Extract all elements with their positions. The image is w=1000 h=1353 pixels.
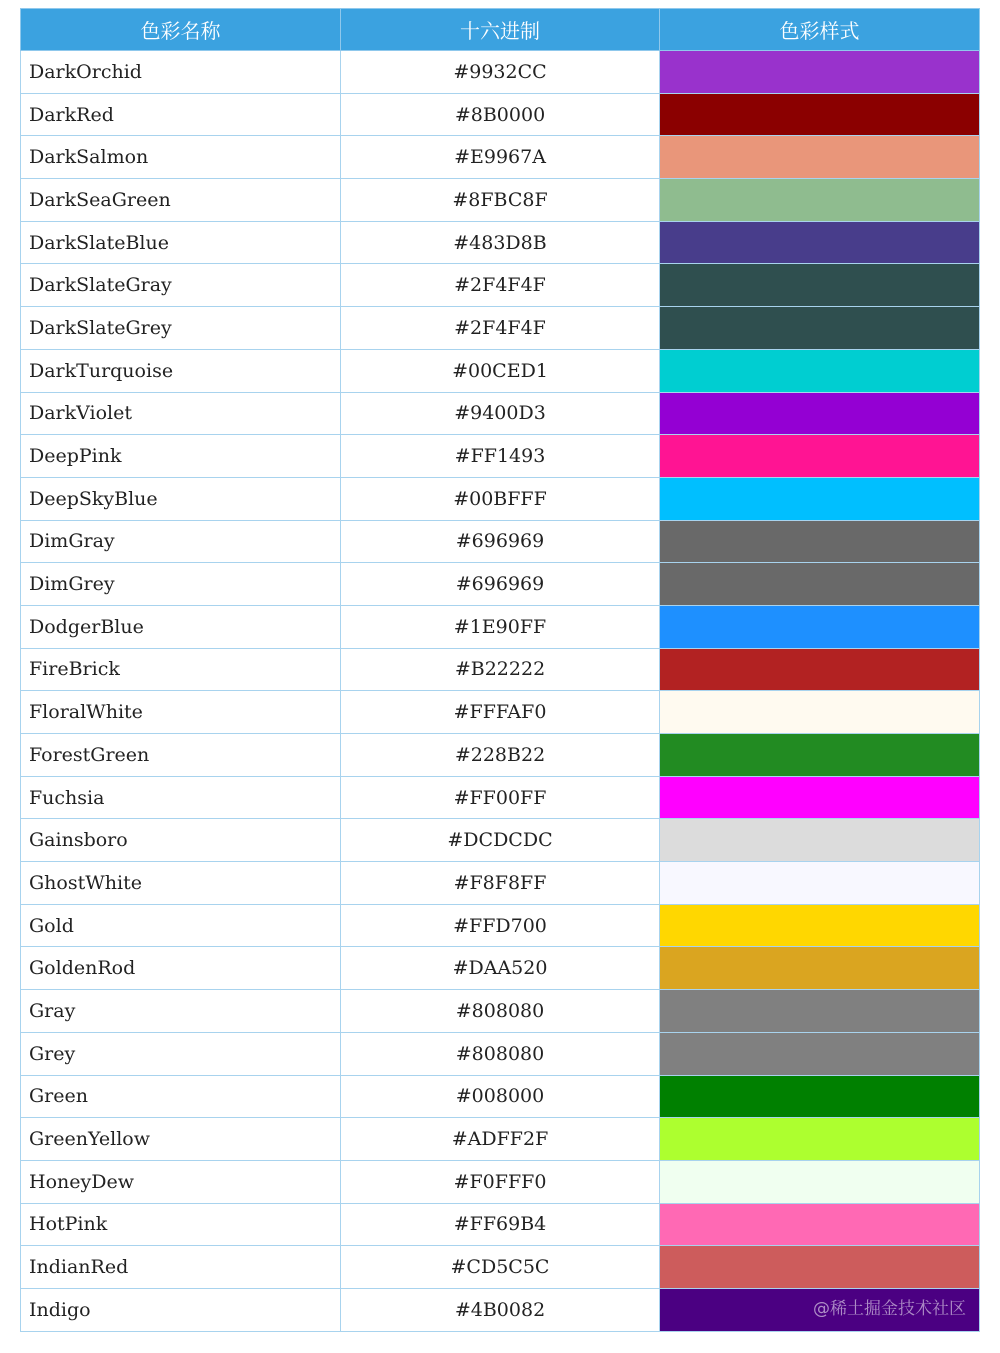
color-name-cell: FireBrick <box>21 648 341 691</box>
color-swatch <box>660 1118 980 1161</box>
hex-code-cell: #808080 <box>341 990 660 1033</box>
color-swatch <box>660 563 980 606</box>
hex-code-cell: #228B22 <box>341 734 660 777</box>
watermark: @稀土掘金技术社区 <box>813 1299 966 1319</box>
color-swatch <box>660 819 980 862</box>
hex-code-cell: #E9967A <box>341 136 660 179</box>
table-row <box>21 1032 980 1075</box>
hex-code-cell: #DAA520 <box>341 947 660 990</box>
hex-code-cell: #00CED1 <box>341 349 660 392</box>
hex-code-cell: #808080 <box>341 1032 660 1075</box>
color-name-cell: GoldenRod <box>21 947 341 990</box>
color-swatch <box>660 435 980 478</box>
color-name-cell: DarkSalmon <box>21 136 341 179</box>
hex-code-cell: #FFFAF0 <box>341 691 660 734</box>
hex-code-cell: #2F4F4F <box>341 307 660 350</box>
color-name-cell: Fuchsia <box>21 776 341 819</box>
color-swatch <box>660 520 980 563</box>
header-color-name: 色彩名称 <box>21 9 341 51</box>
table-row <box>21 136 980 179</box>
color-name-cell: DarkRed <box>21 93 341 136</box>
hex-code-cell: #ADFF2F <box>341 1118 660 1161</box>
table-row <box>21 264 980 307</box>
hex-code-cell: #F8F8FF <box>341 862 660 905</box>
color-swatch <box>660 136 980 179</box>
color-name-cell: Indigo <box>21 1288 341 1331</box>
table-row <box>21 776 980 819</box>
hex-code-cell: #696969 <box>341 520 660 563</box>
hex-code-cell: #00BFFF <box>341 477 660 520</box>
color-swatch <box>660 477 980 520</box>
table-row <box>21 93 980 136</box>
color-name-cell: GhostWhite <box>21 862 341 905</box>
color-swatch <box>660 734 980 777</box>
color-swatch <box>660 264 980 307</box>
color-table <box>20 8 980 1332</box>
color-swatch <box>660 51 980 94</box>
table-row <box>21 904 980 947</box>
color-swatch <box>660 862 980 905</box>
color-swatch <box>660 691 980 734</box>
color-name-cell: Gold <box>21 904 341 947</box>
table-row <box>21 1246 980 1289</box>
table-row <box>21 435 980 478</box>
table-row <box>21 691 980 734</box>
color-name-cell: DimGray <box>21 520 341 563</box>
color-name-cell: HoneyDew <box>21 1160 341 1203</box>
table-row <box>21 819 980 862</box>
table-row <box>21 1118 980 1161</box>
color-name-cell: DimGrey <box>21 563 341 606</box>
color-swatch <box>660 307 980 350</box>
header-hex-code: 十六进制 <box>341 9 660 51</box>
color-swatch <box>660 93 980 136</box>
table-row <box>21 392 980 435</box>
color-name-cell: DarkSlateGray <box>21 264 341 307</box>
table-row <box>21 605 980 648</box>
table-row <box>21 947 980 990</box>
color-name-cell: ForestGreen <box>21 734 341 777</box>
table-row <box>21 1203 980 1246</box>
table-row <box>21 307 980 350</box>
table-row <box>21 563 980 606</box>
color-swatch <box>660 904 980 947</box>
table-row <box>21 734 980 777</box>
color-name-cell: Gray <box>21 990 341 1033</box>
color-swatch <box>660 1075 980 1118</box>
table-row <box>21 520 980 563</box>
color-name-cell: Grey <box>21 1032 341 1075</box>
hex-code-cell: #CD5C5C <box>341 1246 660 1289</box>
color-name-cell: DeepSkyBlue <box>21 477 341 520</box>
hex-code-cell: #2F4F4F <box>341 264 660 307</box>
hex-code-cell: #F0FFF0 <box>341 1160 660 1203</box>
color-swatch <box>660 990 980 1033</box>
color-swatch <box>660 947 980 990</box>
table-header <box>21 9 980 51</box>
color-name-cell: DarkSlateGrey <box>21 307 341 350</box>
hex-code-cell: #FF1493 <box>341 435 660 478</box>
hex-code-cell: #9932CC <box>341 51 660 94</box>
hex-code-cell: #DCDCDC <box>341 819 660 862</box>
color-name-cell: DarkTurquoise <box>21 349 341 392</box>
color-swatch <box>660 1203 980 1246</box>
table-row <box>21 349 980 392</box>
color-swatch <box>660 776 980 819</box>
table-row <box>21 477 980 520</box>
color-swatch <box>660 221 980 264</box>
table-row <box>21 648 980 691</box>
table-row <box>21 51 980 94</box>
color-swatch <box>660 1246 980 1289</box>
color-name-cell: DarkSlateBlue <box>21 221 341 264</box>
hex-code-cell: #1E90FF <box>341 605 660 648</box>
color-swatch <box>660 605 980 648</box>
table-row <box>21 179 980 222</box>
color-name-cell: DarkViolet <box>21 392 341 435</box>
hex-code-cell: #FFD700 <box>341 904 660 947</box>
color-name-cell: GreenYellow <box>21 1118 341 1161</box>
table-row <box>21 1288 980 1331</box>
color-swatch <box>660 349 980 392</box>
color-swatch <box>660 648 980 691</box>
color-name-cell: FloralWhite <box>21 691 341 734</box>
header-color-style: 色彩样式 <box>660 9 980 51</box>
hex-code-cell: #B22222 <box>341 648 660 691</box>
table-row <box>21 990 980 1033</box>
color-swatch <box>660 179 980 222</box>
table-row <box>21 862 980 905</box>
hex-code-cell: #FF69B4 <box>341 1203 660 1246</box>
hex-code-cell: #4B0082 <box>341 1288 660 1331</box>
color-swatch <box>660 392 980 435</box>
table-body <box>21 51 980 1332</box>
hex-code-cell: #8B0000 <box>341 93 660 136</box>
table-row <box>21 1075 980 1118</box>
table-row <box>21 221 980 264</box>
hex-code-cell: #696969 <box>341 563 660 606</box>
hex-code-cell: #483D8B <box>341 221 660 264</box>
color-swatch <box>660 1288 980 1331</box>
color-name-cell: DarkOrchid <box>21 51 341 94</box>
hex-code-cell: #008000 <box>341 1075 660 1118</box>
color-name-cell: Gainsboro <box>21 819 341 862</box>
color-swatch <box>660 1032 980 1075</box>
hex-code-cell: #9400D3 <box>341 392 660 435</box>
color-name-cell: IndianRed <box>21 1246 341 1289</box>
header-row <box>21 9 980 51</box>
color-swatch <box>660 1160 980 1203</box>
color-name-cell: DodgerBlue <box>21 605 341 648</box>
color-name-cell: Green <box>21 1075 341 1118</box>
color-name-cell: DarkSeaGreen <box>21 179 341 222</box>
hex-code-cell: #8FBC8F <box>341 179 660 222</box>
color-name-cell: HotPink <box>21 1203 341 1246</box>
color-name-cell: DeepPink <box>21 435 341 478</box>
table-row <box>21 1160 980 1203</box>
hex-code-cell: #FF00FF <box>341 776 660 819</box>
